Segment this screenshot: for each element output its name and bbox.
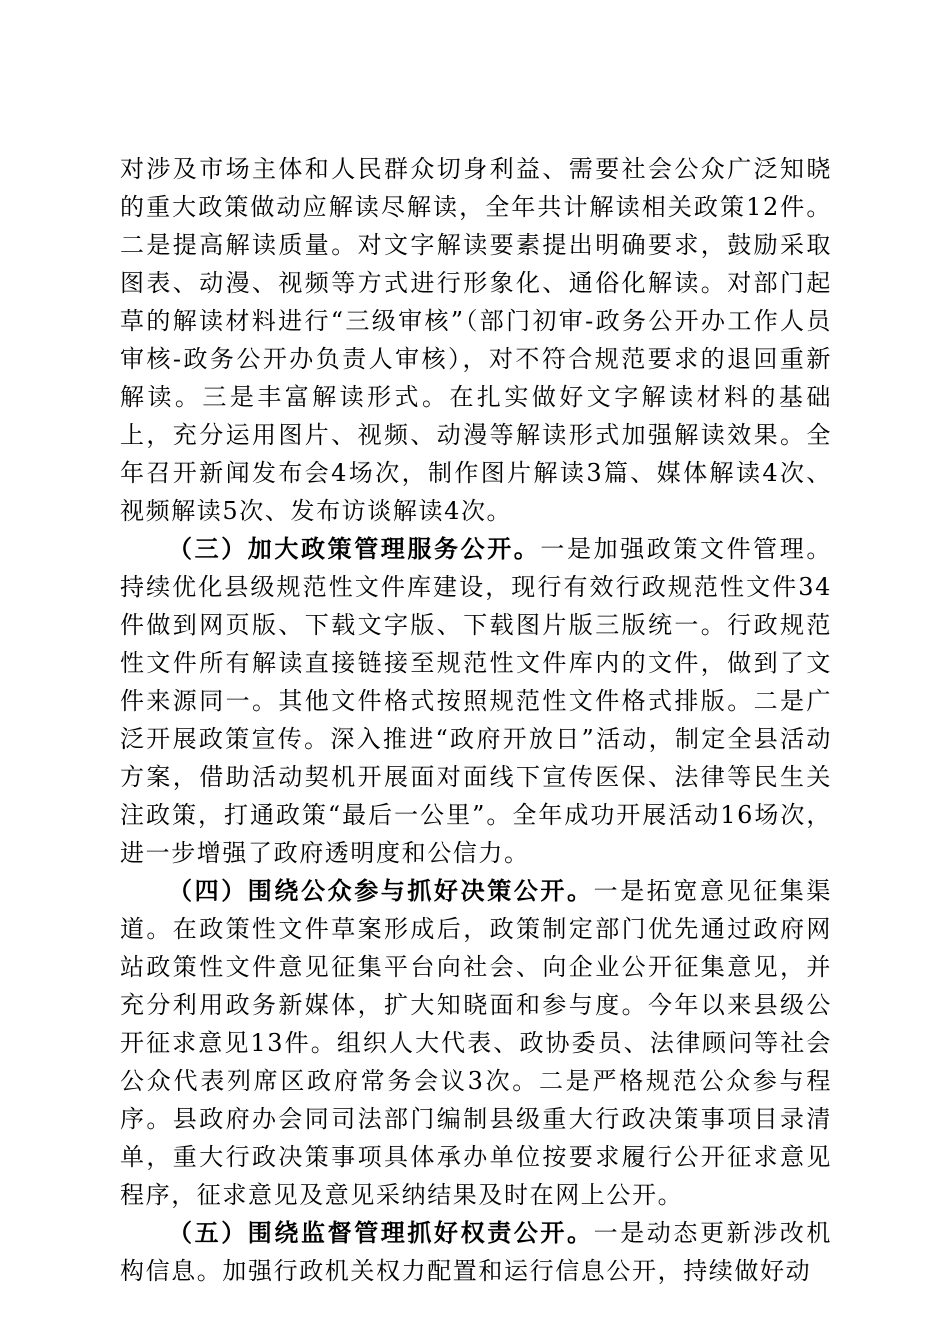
paragraph-text: 一是动态更新涉改机构信息。加强行政机关权力配置和运行信息公开，持续做好动 bbox=[120, 1219, 832, 1285]
paragraph-policy-management bbox=[120, 530, 832, 872]
paragraph-policy-interpretation bbox=[120, 150, 832, 530]
section-heading-5: （五）围绕监督管理抓好权责公开。 bbox=[168, 1218, 594, 1247]
paragraph-text: 一是拓宽意见征集渠道。在政策性文件草案形成后，政策制定部门优先通过政府网站政策性文件意见征集平台向社会、向企业公开征集意见，并充分利用政务新媒体，扩大知晓面和参与度。今年以来县级公开征求意见13件。组织人大代表、政协委员、法律顾问等社会公众代表列席区政府常务会议3次。二是严格规范公众参与程序。县政府办会同司法部门编制县级重大行政决策事项目录清单，重大行政决策事项具体承办单位按要求履行公开征求意见程序，征求意见及意见采纳结果及时在网上公开。 bbox=[120, 877, 832, 1209]
paragraph-text: 对涉及市场主体和人民群众切身利益、需要社会公众广泛知晓的重大政策做动应解读尽解读，全年共计解读相关政策12件。二是提高解读质量。对文字解读要素提出明确要求，鼓励采取图表、动漫、视频等方式进行形象化、通俗化解读。对部门起草的解读材料进行“三级审核”（部门初审-政务公开办工作人员审核-政务公开办负责人审核），对不符合规范要求的退回重新解读。三是丰富解读形式。在扎实做好文字解读材料的基础上，充分运用图片、视频、动漫等解读形式加强解读效果。全年召开新闻发布会4场次，制作图片解读3篇、媒体解读4次、视频解读5次、发布访谈解读4次。 bbox=[120, 155, 832, 525]
paragraph-decision-disclosure bbox=[120, 872, 832, 1214]
document-page bbox=[120, 150, 832, 1290]
section-heading-3: （三）加大政策管理服务公开。 bbox=[168, 534, 541, 563]
paragraph-authority-disclosure bbox=[120, 1214, 832, 1290]
section-heading-4: （四）围绕公众参与抓好决策公开。 bbox=[168, 876, 594, 905]
paragraph-text: 一是加强政策文件管理。持续优化县级规范性文件库建设，现行有效行政规范性文件34件做到网页版、下载文字版、下载图片版三版统一。行政规范性文件所有解读直接链接至规范性文件库内的文件，做到了文件来源同一。其他文件格式按照规范性文件格式排版。二是广泛开展政策宣传。深入推进“政府开放日”活动，制定全县活动方案，借助活动契机开展面对面线下宣传医保、法律等民生关注政策，打通政策“最后一公里”。全年成功开展活动16场次，进一步增强了政府透明度和公信力。 bbox=[120, 535, 832, 867]
